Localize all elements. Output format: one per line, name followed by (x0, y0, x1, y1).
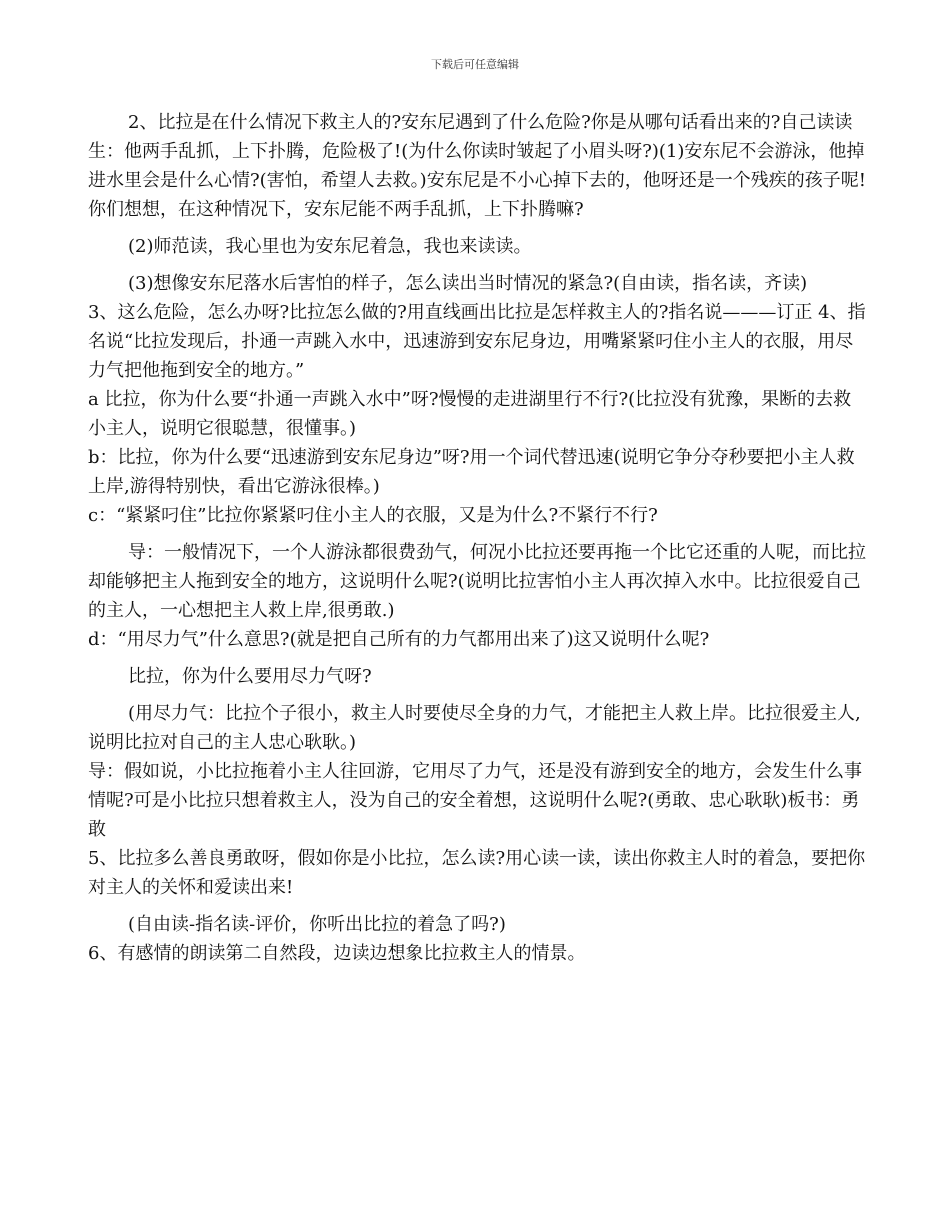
paragraph-guide-2: 导：假如说，小比拉拖着小主人往回游，它用尽了力气，还是没有游到安全的地方，会发生什么事情呢?可是小比拉只想着救主人，没为自己的安全着想，这说明什么呢?(勇敢、忠心耿耿)板书：勇敢 (88, 761, 862, 840)
paragraph-teacher-reading: (2)师范读，我心里也为安东尼着急，我也来读读。 (128, 236, 532, 257)
paragraph-question: 比拉，你为什么要用尽力气呀? (128, 666, 372, 687)
paragraph-a: a 比拉，你为什么要“扑通一声跳入水中”呀?慢慢的走进湖里行不行?(比拉没有犹豫，果断的去救小主人，说明它很聪慧，很懂事。) (88, 389, 852, 439)
paragraph-guide-1: 导：一般情况下，一个人游泳都很费劲气，何况小比拉还要再拖一个比它还重的人呢，而比拉却能够把主人拖到安全的地方，这说明什么呢?(说明比拉害怕小主人再次掉入水中。比拉很爱自己的主人，一心想把主人救上岸,很勇敢.) (88, 542, 866, 621)
paragraph-reading-activity: (自由读-指名读-评价，你听出比拉的着急了吗?) (128, 914, 506, 935)
paragraph-q5: 5、比拉多么善良勇敢呀，假如你是小比拉，怎么读?用心读一读，读出你救主人时的着急，要把你对主人的关怀和爱读出来! (88, 848, 866, 898)
paragraph-q2: 2、比拉是在什么情况下救主人的?安东尼遇到了什么危险?你是从哪句话看出来的?自己读读生：他两手乱抓，上下扑腾，危险极了!(为什么你读时皱起了小眉头呀?)(1)安东尼不会游泳，他掉进水里会是什么心情?(害怕，希望人去救。)安东尼是不小心掉下去的，他呀还是一个残疾的孩子呢!你们想想，在这种情况下，安东尼能不两手乱抓，上下扑腾嘛? (88, 112, 866, 220)
paragraph-q6: 6、有感情的朗读第二自然段，边读边想象比拉救主人的情景。 (88, 943, 586, 964)
paragraph-explanation: (用尽力气：比拉个子很小，救主人时要使尽全身的力气，才能把主人救上岸。比拉很爱主人,说明比拉对自己的主人忠心耿耿。) (88, 703, 861, 753)
paragraph-imagine-reading: (3)想像安东尼落水后害怕的样子，怎么读出当时情况的紧急?(自由读，指名读，齐读) (128, 273, 808, 294)
page-header-note: 下载后可任意编辑 (431, 58, 519, 71)
document-body (88, 108, 868, 968)
paragraph-q3-q4: 3、这么危险，怎么办呀?比拉怎么做的?用直线画出比拉是怎样救主人的?指名说———订正 4、指名说“比拉发现后，扑通一声跳入水中，迅速游到安东尼身边，用嘴紧紧叼住小主人的衣服，用尽力气把他拖到安全的地方。” (88, 302, 866, 381)
paragraph-b: b：比拉，你为什么要“迅速游到安东尼身边”呀?用一个词代替迅速(说明它争分夺秒要把小主人救上岸,游得特别快，看出它游泳很棒。) (88, 447, 855, 497)
paragraph-c: c：“紧紧叼住”比拉你紧紧叼住小主人的衣服，又是为什么?不紧行不行? (88, 505, 658, 526)
paragraph-d: d：“用尽力气”什么意思?(就是把自己所有的力气都用出来了)这又说明什么呢? (88, 629, 710, 650)
